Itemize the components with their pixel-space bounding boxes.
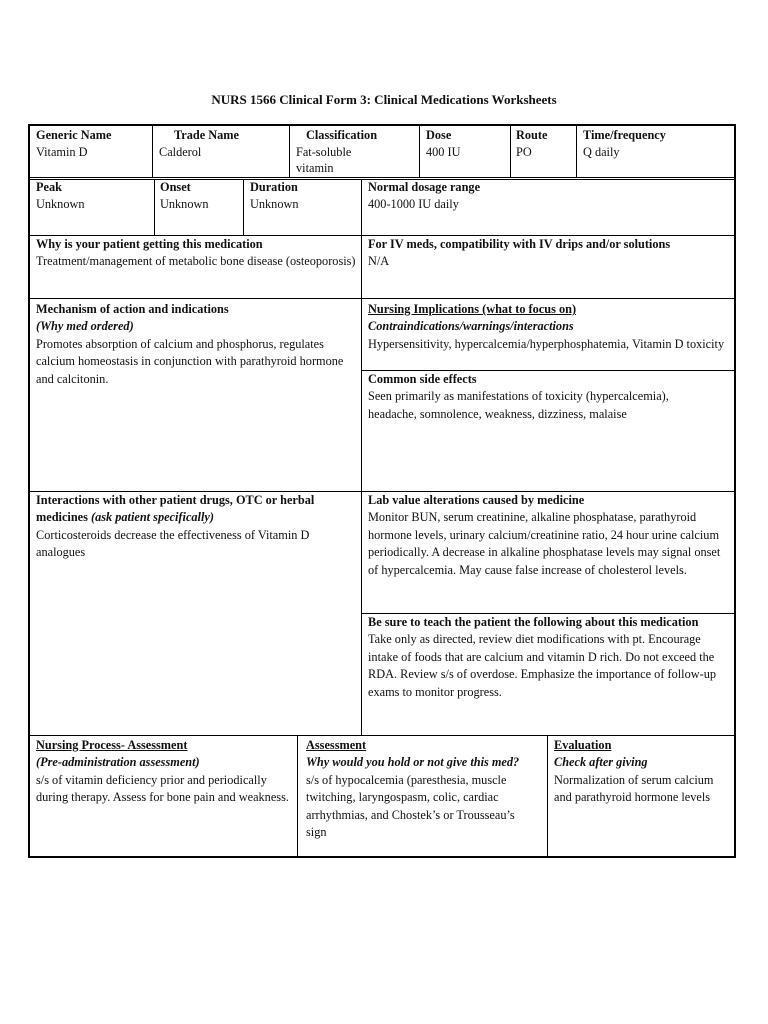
duration-value: Unknown bbox=[250, 197, 299, 212]
lab-values-cell bbox=[364, 492, 734, 579]
nursing-implications-cell bbox=[364, 301, 734, 353]
col-divider bbox=[243, 179, 244, 236]
side-effects-cell bbox=[364, 371, 704, 423]
row-divider bbox=[28, 298, 736, 299]
side-effects-value: Seen primarily as manifestations of toxicity (hypercalcemia), headache, somnolence, weakness, dizziness, malaise bbox=[368, 389, 669, 421]
dose-value: 400 IU bbox=[426, 145, 461, 160]
interactions-label-text: Interactions with other patient drugs, OTC or herbal medicines bbox=[36, 493, 315, 525]
route-cell bbox=[512, 127, 576, 162]
mechanism-sublabel: (Why med ordered) bbox=[36, 319, 134, 334]
onset-label: Onset bbox=[160, 180, 191, 194]
generic-name-cell bbox=[32, 127, 152, 162]
col-divider bbox=[297, 735, 298, 857]
evaluation-label: Evaluation bbox=[554, 738, 612, 752]
lab-values-value: Monitor BUN, serum creatinine, alkaline phosphatase, parathyroid hormone levels, urinary calcium/creatinine ratio, 24 hour urine calcium periodically. A decrease in alkaline phosphatase levels may signal onset of hypercalcemia. May cause false increase of cholesterol levels. bbox=[368, 510, 721, 577]
assessment-pre-cell bbox=[32, 737, 294, 807]
peak-value: Unknown bbox=[36, 197, 85, 212]
teach-cell bbox=[364, 614, 734, 701]
dose-label: Dose bbox=[426, 128, 452, 142]
classification-label: Classification bbox=[306, 128, 378, 142]
col-divider bbox=[419, 124, 420, 178]
evaluation-value: Normalization of serum calcium and parathyroid hormone levels bbox=[554, 772, 714, 805]
trade-name-cell bbox=[155, 127, 289, 162]
dose-cell bbox=[422, 127, 510, 162]
onset-value: Unknown bbox=[160, 197, 209, 212]
assessment-hold-sublabel: Why would you hold or not give this med? bbox=[306, 755, 520, 770]
time-frequency-value: Q daily bbox=[583, 145, 620, 160]
why-label: Why is your patient getting this medication bbox=[36, 237, 263, 251]
time-frequency-cell bbox=[579, 127, 733, 162]
col-divider bbox=[289, 124, 290, 178]
iv-cell bbox=[364, 236, 734, 271]
interactions-label bbox=[36, 492, 348, 527]
peak-label: Peak bbox=[36, 180, 62, 194]
table-border-bottom bbox=[28, 856, 736, 858]
evaluation-cell bbox=[550, 737, 734, 807]
assessment-hold-value: s/s of hypocalcemia (paresthesia, muscle twitching, laryngospasm, colic, cardiac arrhythmias, and Chostek’s or Trousseau’s sign bbox=[306, 772, 515, 840]
why-cell bbox=[32, 236, 360, 271]
col-divider bbox=[361, 179, 362, 736]
col-divider bbox=[152, 124, 153, 178]
classification-value: Fat-soluble vitamin bbox=[296, 144, 352, 175]
why-value: Treatment/management of metabolic bone disease (osteoporosis) bbox=[36, 254, 356, 269]
evaluation-sublabel: Check after giving bbox=[554, 755, 648, 770]
iv-label: For IV meds, compatibility with IV drips and/or solutions bbox=[368, 237, 671, 251]
mechanism-value: Promotes absorption of calcium and phosphorus, regulates calcium homeostasis in conjunction with parathyroid hormone and calcitonin. bbox=[36, 336, 344, 386]
route-label: Route bbox=[516, 128, 548, 142]
teach-value: Take only as directed, review diet modifications with pt. Encourage intake of foods that are calcium and vitamin D rich. Do not exceed the RDA. Review s/s of overdose. Emphasize the importance of follow-up exams to monitor progress. bbox=[368, 632, 716, 699]
normal-dosage-value: 400-1000 IU daily bbox=[368, 197, 459, 212]
side-effects-label: Common side effects bbox=[368, 372, 477, 386]
onset-cell bbox=[156, 179, 242, 214]
page-title: NURS 1566 Clinical Form 3: Clinical Medications Worksheets bbox=[211, 92, 557, 107]
nursing-implications-label: Nursing Implications (what to focus on) bbox=[368, 302, 577, 316]
mechanism-cell bbox=[32, 301, 360, 388]
time-frequency-label: Time/frequency bbox=[583, 128, 666, 142]
assessment-hold-label: Assessment bbox=[306, 738, 367, 752]
peak-cell bbox=[32, 179, 152, 214]
assessment-pre-value: s/s of vitamin deficiency prior and periodically during therapy. Assess for bone pain and weakness. bbox=[36, 772, 289, 805]
generic-name-value: Vitamin D bbox=[36, 145, 88, 160]
route-value: PO bbox=[516, 145, 532, 160]
interactions-label-italic: (ask patient specifically) bbox=[91, 510, 214, 525]
mechanism-label: Mechanism of action and indications bbox=[36, 302, 229, 316]
col-divider bbox=[154, 179, 155, 236]
row-divider bbox=[28, 177, 736, 178]
assessment-pre-sublabel: (Pre-administration assessment) bbox=[36, 755, 200, 770]
interactions-value: Corticosteroids decrease the effectiveness of Vitamin D analogues bbox=[36, 527, 310, 560]
normal-dosage-label: Normal dosage range bbox=[368, 180, 481, 194]
interactions-cell bbox=[32, 492, 352, 562]
teach-label: Be sure to teach the patient the following about this medication bbox=[368, 615, 699, 629]
trade-name-value: Calderol bbox=[159, 145, 202, 160]
classification-cell bbox=[292, 127, 412, 177]
duration-label: Duration bbox=[250, 180, 298, 194]
duration-cell bbox=[246, 179, 360, 214]
col-divider bbox=[576, 124, 577, 178]
table-border-top bbox=[28, 124, 736, 126]
lab-values-label: Lab value alterations caused by medicine bbox=[368, 493, 585, 507]
nursing-implications-value: Hypersensitivity, hypercalcemia/hyperphosphatemia, Vitamin D toxicity bbox=[368, 336, 725, 351]
nursing-implications-sublabel: Contraindications/warnings/interactions bbox=[368, 319, 574, 334]
normal-dosage-cell bbox=[364, 179, 734, 214]
assessment-pre-label: Nursing Process- Assessment bbox=[36, 738, 188, 752]
generic-name-label: Generic Name bbox=[36, 128, 112, 142]
assessment-hold-cell bbox=[302, 737, 542, 841]
col-divider bbox=[510, 124, 511, 178]
iv-value: N/A bbox=[368, 254, 390, 269]
trade-name-label: Trade Name bbox=[174, 128, 239, 142]
row-divider bbox=[28, 735, 736, 736]
col-divider bbox=[547, 735, 548, 857]
